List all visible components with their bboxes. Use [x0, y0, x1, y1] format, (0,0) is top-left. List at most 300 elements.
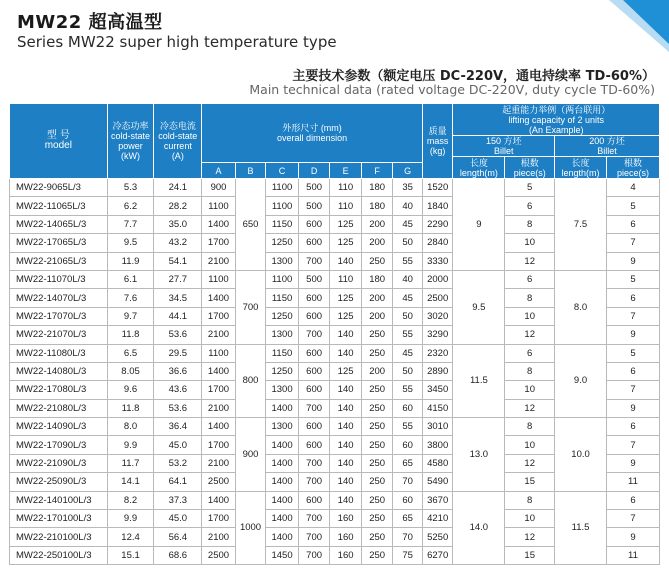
cell-model: MW22-11080L/3 — [10, 344, 108, 362]
header-dim-f: F — [361, 163, 393, 179]
cell-mass: 2840 — [422, 234, 453, 252]
cell-mass: 6270 — [422, 546, 453, 564]
cell-power: 9.7 — [107, 307, 154, 325]
cell-pieces-150: 10 — [505, 234, 555, 252]
cell-pieces-150: 8 — [505, 491, 555, 509]
cell-mass: 1520 — [422, 179, 453, 197]
cell-dim-f: 250 — [361, 381, 393, 399]
cell-dim-a: 900 — [202, 179, 236, 197]
cell-dim-a: 1700 — [202, 307, 236, 325]
cell-mass: 3020 — [422, 307, 453, 325]
cell-dim-e: 160 — [330, 528, 362, 546]
cell-dim-c: 1150 — [266, 215, 299, 233]
header-model-en: model — [44, 140, 72, 151]
cell-dim-g: 35 — [393, 179, 423, 197]
cell-dim-f: 250 — [361, 436, 393, 454]
cell-dim-d: 700 — [298, 546, 330, 564]
cell-dim-c: 1400 — [266, 399, 299, 417]
cell-model: MW22-25090L/3 — [10, 473, 108, 491]
cell-dim-g: 45 — [393, 344, 423, 362]
header-dimension-en: overall dimension — [277, 133, 348, 143]
cell-mass: 2500 — [422, 289, 453, 307]
cell-dim-e: 140 — [330, 454, 362, 472]
cell-dim-a: 2100 — [202, 528, 236, 546]
cell-current: 68.6 — [154, 546, 202, 564]
header-pieces-200-cn: 根数 — [623, 157, 642, 168]
cell-pieces-200: 9 — [606, 399, 659, 417]
cell-dim-e: 110 — [330, 270, 362, 288]
cell-dim-c: 1100 — [266, 197, 299, 215]
cell-dim-e: 140 — [330, 252, 362, 270]
cell-pieces-150: 8 — [505, 418, 555, 436]
cell-pieces-150: 15 — [505, 546, 555, 564]
header-power — [107, 104, 154, 179]
cell-dim-d: 600 — [298, 491, 330, 509]
cell-dim-g: 55 — [393, 252, 423, 270]
page-subtitle: Series MW22 super high temperature type — [17, 33, 337, 51]
cell-power: 6.2 — [107, 197, 154, 215]
header-mass-cn: 质量 — [428, 126, 447, 136]
header-length-150-en: length(m) — [459, 167, 498, 178]
cell-power: 9.9 — [107, 436, 154, 454]
cell-dim-e: 110 — [330, 197, 362, 215]
cell-mass: 5250 — [422, 528, 453, 546]
cell-dim-f: 200 — [361, 289, 393, 307]
cell-dim-e: 125 — [330, 215, 362, 233]
header-lifting-cn: 起重能力举例（两台联用） — [502, 104, 611, 115]
cell-dim-a: 1100 — [202, 270, 236, 288]
cell-power: 8.2 — [107, 491, 154, 509]
cell-dim-f: 250 — [361, 418, 393, 436]
cell-pieces-150: 8 — [505, 289, 555, 307]
cell-dim-g: 45 — [393, 289, 423, 307]
cell-pieces-150: 10 — [505, 381, 555, 399]
cell-dim-c: 1250 — [266, 234, 299, 252]
header-model — [10, 104, 108, 179]
cell-current: 43.6 — [154, 381, 202, 399]
technical-data-title: 主要技术参数（额定电压 DC-220V，通电持续率 TD-60%） — [292, 69, 655, 84]
cell-dim-f: 250 — [361, 528, 393, 546]
cell-current: 53.2 — [154, 454, 202, 472]
cell-dim-e: 140 — [330, 344, 362, 362]
cell-dim-g: 55 — [393, 381, 423, 399]
header-mass — [422, 104, 453, 179]
cell-power: 7.6 — [107, 289, 154, 307]
cell-dim-g: 50 — [393, 307, 423, 325]
cell-dim-d: 600 — [298, 289, 330, 307]
table-row — [10, 344, 660, 362]
header-current-cn: 冷态电流 — [159, 121, 196, 131]
cell-current: 28.2 — [154, 197, 202, 215]
cell-current: 27.7 — [154, 270, 202, 288]
cell-dim-e: 125 — [330, 289, 362, 307]
table-row — [10, 491, 660, 509]
cell-pieces-150: 12 — [505, 326, 555, 344]
cell-dim-c: 1300 — [266, 418, 299, 436]
cell-dim-e: 140 — [330, 473, 362, 491]
cell-dim-f: 200 — [361, 234, 393, 252]
cell-dim-f: 180 — [361, 197, 393, 215]
header-mass-en: mass — [426, 136, 449, 146]
cell-mass: 3450 — [422, 381, 453, 399]
header-dim-c: C — [266, 163, 299, 179]
cell-pieces-200: 6 — [606, 215, 659, 233]
cell-dim-g: 65 — [393, 510, 423, 528]
cell-dim-f: 250 — [361, 473, 393, 491]
cell-model: MW22-14070L/3 — [10, 289, 108, 307]
header-pieces-200 — [606, 157, 659, 179]
cell-dim-a: 2100 — [202, 252, 236, 270]
cell-dim-f: 180 — [361, 270, 393, 288]
cell-pieces-150: 10 — [505, 436, 555, 454]
cell-current: 45.0 — [154, 510, 202, 528]
cell-dim-f: 250 — [361, 252, 393, 270]
cell-dim-c: 1400 — [266, 491, 299, 509]
header-current-en: cold-state current — [158, 131, 198, 151]
cell-pieces-150: 8 — [505, 362, 555, 380]
cell-pieces-200: 11 — [606, 546, 659, 564]
cell-mass: 3010 — [422, 418, 453, 436]
cell-current: 56.4 — [154, 528, 202, 546]
cell-current: 44.1 — [154, 307, 202, 325]
cell-dim-d: 600 — [298, 381, 330, 399]
cell-pieces-200: 7 — [606, 510, 659, 528]
cell-dim-a: 2500 — [202, 546, 236, 564]
cell-pieces-150: 8 — [505, 215, 555, 233]
header-power-cn: 冷态功率 — [112, 121, 149, 131]
header-length-200-en: length(m) — [561, 167, 600, 178]
cell-dim-a: 1400 — [202, 289, 236, 307]
cell-model: MW22-11070L/3 — [10, 270, 108, 288]
cell-pieces-150: 12 — [505, 252, 555, 270]
cell-power: 9.5 — [107, 234, 154, 252]
cell-model: MW22-14080L/3 — [10, 362, 108, 380]
header-length-150 — [453, 157, 505, 179]
cell-pieces-150: 6 — [505, 270, 555, 288]
cell-dim-g: 50 — [393, 362, 423, 380]
cell-pieces-200: 9 — [606, 326, 659, 344]
cell-model: MW22-17080L/3 — [10, 381, 108, 399]
header-current-unit: (A) — [171, 151, 184, 161]
header-power-en: cold-state power — [111, 131, 151, 151]
cell-dim-f: 250 — [361, 510, 393, 528]
cell-mass: 3800 — [422, 436, 453, 454]
cell-dim-a: 1700 — [202, 381, 236, 399]
cell-length-200: 7.5 — [555, 179, 607, 271]
cell-dim-c: 1150 — [266, 344, 299, 362]
cell-mass: 3290 — [422, 326, 453, 344]
cell-pieces-200: 7 — [606, 436, 659, 454]
cell-dim-c: 1400 — [266, 454, 299, 472]
cell-dim-a: 2100 — [202, 399, 236, 417]
cell-length-200: 11.5 — [555, 491, 607, 565]
header-length-200 — [555, 157, 607, 179]
cell-dim-f: 200 — [361, 362, 393, 380]
header-lifting-en: lifting capacity of 2 units — [508, 114, 604, 125]
cell-model: MW22-17065L/3 — [10, 234, 108, 252]
cell-pieces-200: 5 — [606, 270, 659, 288]
cell-power: 6.1 — [107, 270, 154, 288]
cell-current: 54.1 — [154, 252, 202, 270]
cell-pieces-200: 6 — [606, 491, 659, 509]
cell-dim-f: 250 — [361, 546, 393, 564]
cell-power: 9.6 — [107, 381, 154, 399]
header-lifting — [453, 104, 660, 136]
cell-mass: 2320 — [422, 344, 453, 362]
cell-model: MW22-17070L/3 — [10, 307, 108, 325]
cell-dim-g: 60 — [393, 436, 423, 454]
cell-mass: 5490 — [422, 473, 453, 491]
cell-pieces-200: 11 — [606, 473, 659, 491]
cell-dim-d: 600 — [298, 344, 330, 362]
cell-pieces-150: 6 — [505, 197, 555, 215]
cell-model: MW22-14065L/3 — [10, 215, 108, 233]
cell-dim-e: 125 — [330, 362, 362, 380]
cell-dim-c: 1400 — [266, 473, 299, 491]
cell-length-150: 9.5 — [453, 270, 505, 344]
cell-mass: 2290 — [422, 215, 453, 233]
cell-current: 36.4 — [154, 418, 202, 436]
header-dimension-cn: 外形尺寸 (mm) — [282, 123, 342, 133]
header-pieces-150-en: piece(s) — [513, 167, 546, 178]
cell-dim-g: 55 — [393, 418, 423, 436]
cell-dim-d: 600 — [298, 215, 330, 233]
cell-model: MW22-21080L/3 — [10, 399, 108, 417]
cell-dim-c: 1100 — [266, 270, 299, 288]
cell-dim-e: 125 — [330, 307, 362, 325]
cell-dim-e: 140 — [330, 326, 362, 344]
cell-pieces-200: 6 — [606, 289, 659, 307]
table-row — [10, 270, 660, 288]
cell-dim-c: 1150 — [266, 289, 299, 307]
cell-model: MW22-140100L/3 — [10, 491, 108, 509]
cell-dim-d: 700 — [298, 326, 330, 344]
cell-dim-e: 160 — [330, 546, 362, 564]
header-model-cn: 型 号 — [46, 130, 70, 141]
cell-dim-e: 110 — [330, 179, 362, 197]
cell-dim-a: 1100 — [202, 197, 236, 215]
cell-dim-b: 650 — [235, 179, 266, 271]
header-billet-150-cn: 150 方坯 — [486, 136, 522, 146]
cell-dim-f: 250 — [361, 344, 393, 362]
header-dim-g: G — [393, 163, 423, 179]
cell-dim-a: 1400 — [202, 362, 236, 380]
cell-current: 35.0 — [154, 215, 202, 233]
cell-dim-g: 45 — [393, 215, 423, 233]
cell-dim-f: 250 — [361, 491, 393, 509]
cell-dim-b: 900 — [235, 418, 266, 492]
header-billet-200 — [555, 136, 660, 157]
cell-power: 11.8 — [107, 326, 154, 344]
cell-dim-d: 600 — [298, 307, 330, 325]
cell-dim-f: 250 — [361, 326, 393, 344]
cell-pieces-200: 6 — [606, 418, 659, 436]
cell-dim-g: 70 — [393, 473, 423, 491]
cell-power: 9.9 — [107, 510, 154, 528]
cell-pieces-150: 10 — [505, 510, 555, 528]
cell-current: 34.5 — [154, 289, 202, 307]
cell-length-150: 14.0 — [453, 491, 505, 565]
cell-dim-g: 55 — [393, 326, 423, 344]
cell-dim-a: 1700 — [202, 510, 236, 528]
cell-current: 24.1 — [154, 179, 202, 197]
cell-dim-a: 1400 — [202, 491, 236, 509]
cell-dim-g: 40 — [393, 197, 423, 215]
cell-dim-d: 500 — [298, 270, 330, 288]
cell-dim-c: 1400 — [266, 436, 299, 454]
cell-dim-d: 700 — [298, 473, 330, 491]
cell-dim-b: 700 — [235, 270, 266, 344]
cell-mass: 2890 — [422, 362, 453, 380]
cell-pieces-150: 10 — [505, 307, 555, 325]
header-length-200-cn: 长度 — [571, 157, 590, 168]
cell-current: 53.6 — [154, 399, 202, 417]
cell-pieces-150: 5 — [505, 179, 555, 197]
cell-mass: 4580 — [422, 454, 453, 472]
header-dimension — [202, 104, 423, 163]
cell-dim-a: 1400 — [202, 418, 236, 436]
cell-model: MW22-21065L/3 — [10, 252, 108, 270]
cell-model: MW22-9065L/3 — [10, 179, 108, 197]
cell-dim-e: 140 — [330, 436, 362, 454]
cell-dim-d: 500 — [298, 197, 330, 215]
header-dim-e: E — [330, 163, 362, 179]
cell-dim-c: 1250 — [266, 362, 299, 380]
cell-dim-a: 1400 — [202, 215, 236, 233]
cell-length-200: 10.0 — [555, 418, 607, 492]
cell-length-200: 9.0 — [555, 344, 607, 418]
page-title: MW22 超高温型 — [17, 12, 163, 33]
cell-dim-g: 75 — [393, 546, 423, 564]
cell-dim-g: 60 — [393, 399, 423, 417]
cell-mass: 2000 — [422, 270, 453, 288]
cell-dim-c: 1300 — [266, 381, 299, 399]
cell-dim-a: 2500 — [202, 473, 236, 491]
cell-pieces-200: 9 — [606, 252, 659, 270]
cell-power: 11.9 — [107, 252, 154, 270]
cell-dim-d: 700 — [298, 528, 330, 546]
cell-pieces-150: 15 — [505, 473, 555, 491]
cell-dim-c: 1300 — [266, 252, 299, 270]
header-power-unit: (kW) — [121, 151, 141, 161]
cell-model: MW22-210100L/3 — [10, 528, 108, 546]
spec-table — [9, 103, 660, 565]
cell-dim-c: 1450 — [266, 546, 299, 564]
table-row — [10, 418, 660, 436]
cell-dim-c: 1400 — [266, 510, 299, 528]
cell-dim-a: 1100 — [202, 344, 236, 362]
header-billet-200-en: Billet — [597, 146, 617, 156]
cell-pieces-200: 9 — [606, 528, 659, 546]
cell-pieces-200: 9 — [606, 454, 659, 472]
cell-mass: 4150 — [422, 399, 453, 417]
cell-power: 6.5 — [107, 344, 154, 362]
header-mass-unit: (kg) — [429, 146, 446, 156]
cell-dim-f: 250 — [361, 454, 393, 472]
cell-pieces-200: 5 — [606, 197, 659, 215]
cell-power: 11.7 — [107, 454, 154, 472]
cell-dim-c: 1100 — [266, 179, 299, 197]
cell-dim-f: 250 — [361, 399, 393, 417]
cell-mass: 4210 — [422, 510, 453, 528]
cell-mass: 3670 — [422, 491, 453, 509]
page-header — [0, 0, 669, 58]
cell-model: MW22-170100L/3 — [10, 510, 108, 528]
cell-pieces-200: 7 — [606, 381, 659, 399]
cell-current: 64.1 — [154, 473, 202, 491]
cell-power: 5.3 — [107, 179, 154, 197]
header-pieces-150-cn: 根数 — [520, 157, 539, 168]
cell-model: MW22-11065L/3 — [10, 197, 108, 215]
cell-pieces-200: 6 — [606, 362, 659, 380]
header-billet-200-cn: 200 方坯 — [589, 136, 625, 146]
cell-dim-e: 140 — [330, 399, 362, 417]
cell-dim-e: 125 — [330, 234, 362, 252]
cell-dim-e: 140 — [330, 491, 362, 509]
cell-pieces-150: 12 — [505, 399, 555, 417]
cell-current: 37.3 — [154, 491, 202, 509]
cell-model: MW22-21070L/3 — [10, 326, 108, 344]
technical-data-subtitle: Main technical data (rated voltage DC-220V, duty cycle TD-60%) — [249, 82, 655, 97]
cell-pieces-150: 12 — [505, 528, 555, 546]
header-lifting-example: (An Example) — [528, 124, 584, 135]
header-billet-150 — [453, 136, 555, 157]
cell-model: MW22-14090L/3 — [10, 418, 108, 436]
cell-power: 11.8 — [107, 399, 154, 417]
cell-current: 53.6 — [154, 326, 202, 344]
cell-dim-d: 600 — [298, 418, 330, 436]
cell-dim-d: 500 — [298, 179, 330, 197]
cell-dim-a: 2100 — [202, 326, 236, 344]
cell-pieces-200: 7 — [606, 307, 659, 325]
cell-power: 12.4 — [107, 528, 154, 546]
cell-pieces-150: 12 — [505, 454, 555, 472]
cell-length-150: 9 — [453, 179, 505, 271]
cell-length-150: 13.0 — [453, 418, 505, 492]
cell-power: 7.7 — [107, 215, 154, 233]
cell-dim-a: 1700 — [202, 436, 236, 454]
header-billet-150-en: Billet — [494, 146, 514, 156]
cell-dim-b: 1000 — [235, 491, 266, 565]
cell-dim-g: 60 — [393, 491, 423, 509]
cell-model: MW22-250100L/3 — [10, 546, 108, 564]
cell-dim-e: 140 — [330, 418, 362, 436]
table-row — [10, 179, 660, 197]
header-current — [154, 104, 202, 179]
cell-dim-g: 65 — [393, 454, 423, 472]
cell-dim-b: 800 — [235, 344, 266, 418]
cell-model: MW22-17090L/3 — [10, 436, 108, 454]
cell-pieces-200: 5 — [606, 344, 659, 362]
cell-model: MW22-21090L/3 — [10, 454, 108, 472]
cell-dim-g: 40 — [393, 270, 423, 288]
cell-pieces-150: 6 — [505, 344, 555, 362]
cell-dim-d: 600 — [298, 436, 330, 454]
header-dim-d: D — [298, 163, 330, 179]
cell-dim-c: 1250 — [266, 307, 299, 325]
cell-dim-d: 600 — [298, 234, 330, 252]
cell-dim-c: 1400 — [266, 528, 299, 546]
cell-dim-f: 200 — [361, 307, 393, 325]
cell-current: 45.0 — [154, 436, 202, 454]
cell-mass: 1840 — [422, 197, 453, 215]
cell-power: 8.0 — [107, 418, 154, 436]
cell-dim-a: 2100 — [202, 454, 236, 472]
header-dim-b: B — [235, 163, 266, 179]
cell-dim-g: 70 — [393, 528, 423, 546]
cell-length-200: 8.0 — [555, 270, 607, 344]
cell-dim-d: 700 — [298, 252, 330, 270]
